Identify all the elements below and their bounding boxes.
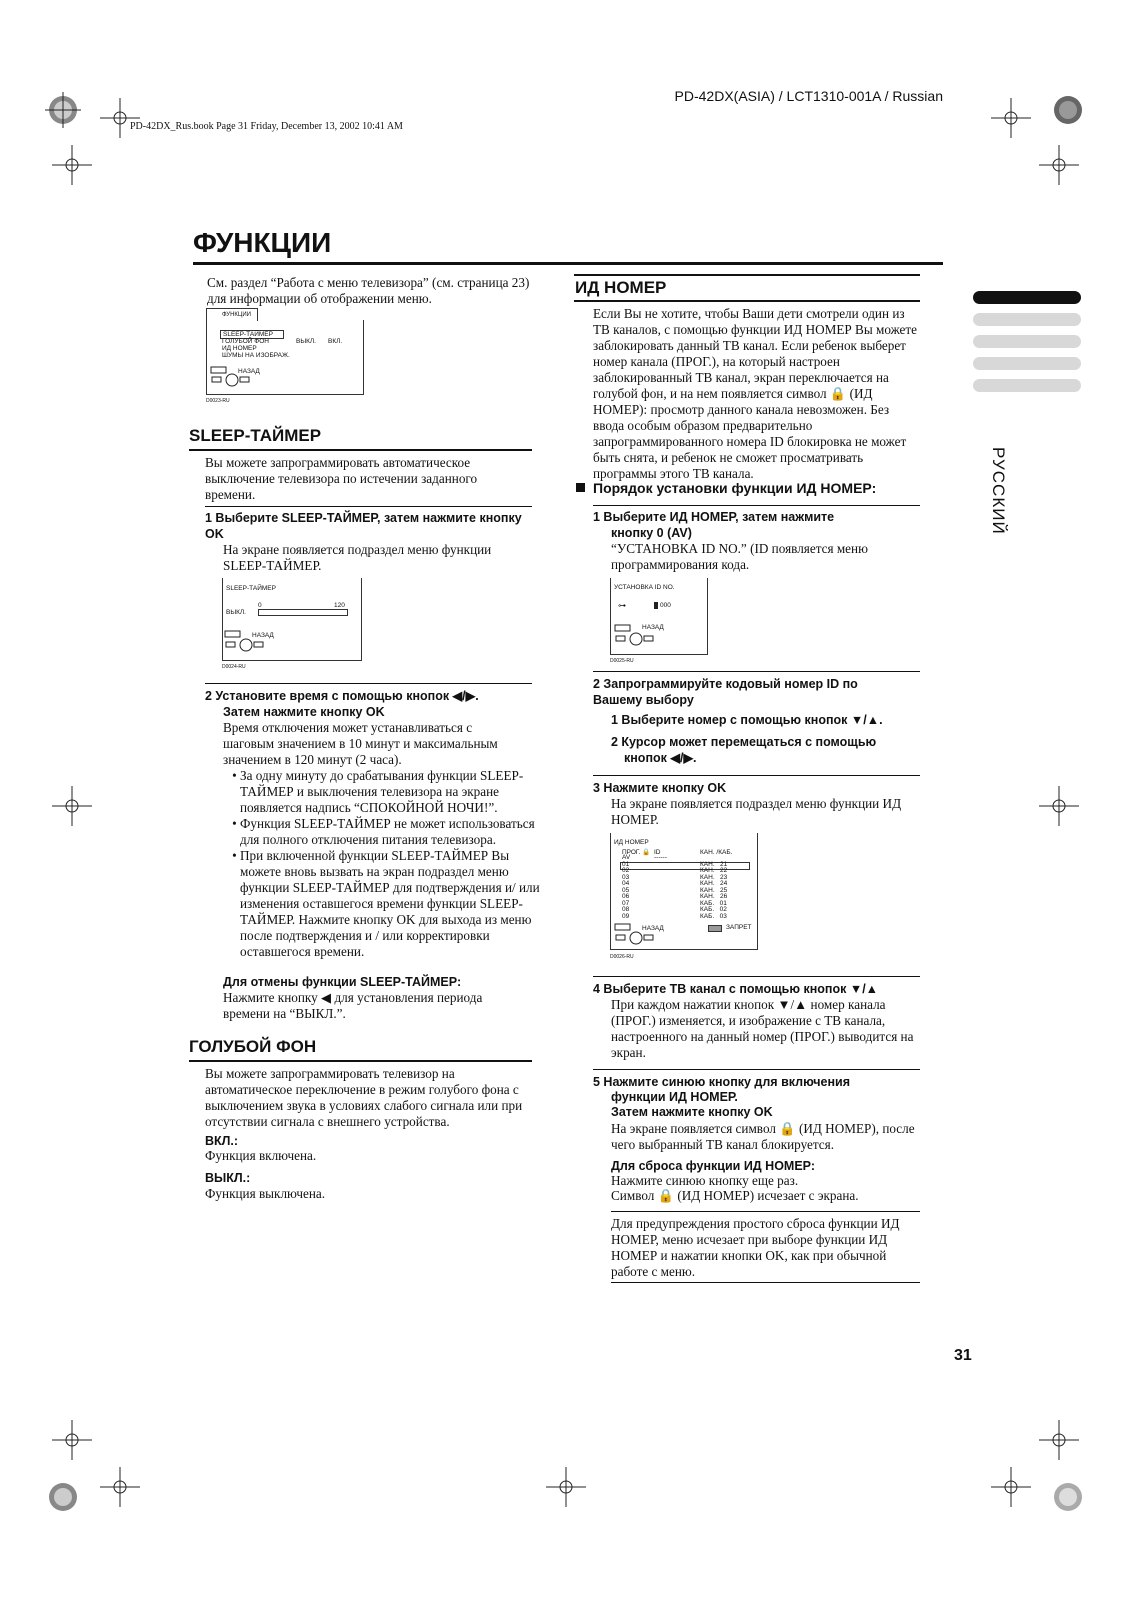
book-info: PD-42DX_Rus.book Page 31 Friday, December 13, 2002 10:41 AM	[130, 121, 403, 132]
table-row: AV ------	[622, 854, 667, 861]
sleep-cancel-text: Нажмите кнопку ◀ для установления периода времени на “ВЫКЛ.”.	[223, 990, 483, 1021]
tab-inactive	[973, 313, 1081, 326]
sleep-step2-text: Время отключения может устанавливаться с шаговым значением в 10 минут и максимальным значением в 120 минут (2 часа).	[223, 720, 498, 767]
side-language-label: РУССКИЙ	[989, 447, 1008, 535]
remote-buttons-icon	[210, 364, 250, 388]
figure-code: D0026-RU	[610, 954, 634, 960]
table-row: 02 КАН. 22	[622, 867, 728, 874]
id-sub-heading: Порядок установки функции ИД НОМЕР:	[593, 480, 877, 496]
id-step5-title-b: функции ИД НОМЕР.	[611, 1090, 738, 1104]
lock-icon: 🔒	[642, 849, 651, 856]
table-row: 07 КАБ. 01	[622, 899, 727, 907]
page-number: 31	[954, 1347, 972, 1364]
blue-button-icon	[708, 925, 722, 932]
menu-back: НАЗАД	[238, 368, 260, 375]
menu-item: ШУМЫ НА ИЗОБРАЖ.	[222, 352, 290, 359]
blue-off-title: ВЫКЛ.:	[205, 1171, 251, 1185]
menu-tab-label: ФУНКЦИИ	[222, 312, 251, 318]
sleep-step2-title-a: 2 Установите время с помощью кнопок ◀/▶.	[205, 689, 479, 703]
menu-on: ВКЛ.	[328, 338, 343, 345]
blue-on-text: Функция включена.	[205, 1148, 317, 1163]
section-rule	[593, 775, 920, 776]
id-step2-sub1: 1 Выберите номер с помощью кнопок ▼/▲.	[611, 713, 883, 727]
page-title: ФУНКЦИИ	[193, 227, 332, 258]
id-step1-title-b: кнопку 0 (AV)	[611, 526, 692, 540]
id-step5-title-a: 5 Нажмите синюю кнопку для включения	[593, 1075, 851, 1089]
col-id: ID	[654, 849, 661, 856]
id-step2-title: 2 Запрограммируйте кодовый номер ID по Вашему выбору	[593, 677, 858, 707]
sleep-slider	[258, 609, 348, 616]
id-step3-title: 3 Нажмите кнопку OK	[593, 781, 727, 795]
id-fig-title: УСТАНОВКА ID NO.	[614, 584, 675, 591]
section-heading-sleep: SLEEP-ТАЙМЕР	[189, 426, 322, 445]
section-rule	[189, 449, 532, 451]
sleep-note: • При включенной функции SLEEP-ТАЙМЕР Вы можете вновь вызвать на экран подраздел меню функции SLEEP-ТАЙМЕР для подтверждения и/ или изменения оставшегося времени функции SLEEP-ТАЙМЕР. Нажмите кнопку OK для выхода из меню после подтверждения и / или корректировки оставшегося времени.	[240, 848, 552, 960]
id-reset-text-1: Нажмите синюю кнопку еще раз.	[611, 1173, 799, 1188]
section-rule	[205, 683, 532, 684]
col-prog: ПРОГ.	[622, 849, 641, 856]
id-list-figure	[610, 833, 760, 963]
menu-off: ВЫКЛ.	[296, 338, 316, 345]
registration-target-icon	[49, 1483, 1082, 1511]
id-list-rows	[622, 855, 750, 920]
section-rule	[611, 1211, 920, 1212]
id-step4-text: При каждом нажатии кнопок ▼/▲ номер канала (ПРОГ.) изменяется, и изображение с ТВ канала, настроенного на данный номер (ПРОГ.) выводится на экран.	[611, 997, 914, 1060]
id-step4-title: 4 Выберите ТВ канал с помощью кнопок ▼/▲	[593, 982, 879, 996]
id-step2-sub2a: 2 Курсор может перемещаться с помощью	[611, 735, 877, 749]
table-row: 04 КАН. 24	[622, 880, 728, 887]
remote-buttons-icon	[614, 921, 654, 947]
square-bullet-icon	[576, 483, 585, 492]
table-row: 06 КАН. 26	[622, 893, 728, 900]
sleep-step2-title-b: Затем нажмите кнопку OK	[223, 705, 385, 719]
figure-code: D0025-RU	[610, 658, 634, 664]
section-rule	[189, 1060, 532, 1062]
sleep-timer-figure	[222, 578, 362, 670]
id-step3-text: На экране появляется подраздел меню функции ИД НОМЕР.	[611, 796, 902, 827]
blue-intro: Вы можете запрограммировать телевизор на автоматическое переключение в режим голубого фона с выключением звука в условиях слабого сигнала или при отсутствии сигнала с внешнего устройства.	[205, 1066, 523, 1129]
blue-on-title: ВКЛ.:	[205, 1134, 239, 1148]
figure-code: D0023-RU	[206, 398, 230, 404]
sleep-step1-text: На экране появляется подраздел меню функции SLEEP-ТАЙМЕР.	[223, 542, 492, 573]
sleep-notes	[222, 768, 552, 960]
id-step5-title-c: Затем нажмите кнопку OK	[611, 1105, 773, 1119]
figure-code: D0024-RU	[222, 664, 246, 670]
table-row: 01 КАН. 21	[622, 860, 728, 868]
tab-inactive	[973, 335, 1081, 348]
section-rule	[611, 1282, 920, 1283]
id-list-back: НАЗАД	[642, 925, 664, 932]
id-list-lock: ЗАПРЕТ	[726, 924, 752, 931]
id-step5-text: На экране появляется символ 🔒 (ИД НОМЕР), после чего выбранный ТВ канал блокируется.	[611, 1121, 915, 1152]
registration-target-icon	[1054, 96, 1082, 124]
sleep-note: • Функция SLEEP-ТАЙМЕР не может использоваться для полного отключения питания телевизора.	[240, 816, 552, 848]
section-rule	[574, 274, 920, 276]
table-row: 03 КАН. 23	[622, 873, 728, 881]
key-icon: ⊶	[618, 601, 626, 610]
blue-off-text: Функция выключена.	[205, 1186, 326, 1201]
sleep-cancel-title: Для отмены функции SLEEP-ТАЙМЕР:	[223, 975, 462, 989]
id-reset-text-2: Символ 🔒 (ИД НОМЕР) исчезает с экрана.	[611, 1188, 859, 1203]
id-step2-sub2b: кнопок ◀/▶.	[624, 751, 697, 765]
section-rule	[593, 505, 920, 506]
id-step1-title-a: 1 Выберите ИД НОМЕР, затем нажмите	[593, 510, 835, 524]
model-header: PD-42DX(ASIA) / LCT1310-001A / Russian	[674, 88, 943, 104]
sleep-note: • За одну минуту до срабатывания функции SLEEP-ТАЙМЕР и выключения телевизора на экране появляется надпись “СПОКОЙНОЙ НОЧИ!”.	[240, 768, 552, 816]
id-fig-value: 000	[654, 602, 671, 609]
section-heading-blue: ГОЛУБОЙ ФОН	[189, 1037, 317, 1056]
intro-text: См. раздел “Работа с меню телевизора” (см. страница 23) для информации об отображении меню.	[207, 275, 530, 306]
sleep-fig-title: SLEEP-ТАЙМЕР	[226, 585, 276, 592]
title-rule	[193, 262, 943, 265]
id-fig-back: НАЗАД	[642, 624, 664, 631]
menu-item: ГОЛУБОЙ ФОН	[222, 338, 269, 345]
section-rule	[205, 506, 532, 507]
remote-buttons-icon	[614, 622, 654, 648]
table-row: 09 КАБ. 03	[622, 912, 727, 920]
id-setup-figure	[610, 578, 710, 666]
section-rule	[574, 300, 920, 302]
sleep-intro: Вы можете запрограммировать автоматическое выключение телевизора по истечении заданного времени.	[205, 455, 478, 502]
sleep-fig-max: 120	[334, 602, 345, 609]
table-row: 08 КАБ. 02	[622, 906, 727, 913]
sleep-fig-min: 0	[258, 602, 262, 609]
section-heading-id: ИД НОМЕР	[575, 278, 667, 297]
col-ch: КАН. /КАБ.	[700, 849, 733, 856]
id-step1-text: “УСТАНОВКА ID NO.” (ID появляется меню программирования кода.	[611, 541, 868, 572]
sleep-fig-back: НАЗАД	[252, 632, 274, 639]
section-rule	[593, 976, 920, 977]
sleep-step1-title: 1 Выберите SLEEP-ТАЙМЕР, затем нажмите кнопку OK	[205, 511, 522, 541]
section-rule	[593, 1069, 920, 1070]
id-reset-title: Для сброса функции ИД НОМЕР:	[611, 1159, 816, 1173]
tab-active	[973, 291, 1081, 304]
tab-inactive	[973, 357, 1081, 370]
id-list-title: ИД НОМЕР	[614, 839, 649, 846]
menu-item: SLEEP-ТАЙМЕР	[220, 330, 284, 339]
table-row: 05 КАН. 25	[622, 886, 728, 894]
remote-buttons-icon	[224, 628, 264, 654]
section-rule	[593, 671, 920, 672]
menu-item: ИД НОМЕР	[222, 345, 257, 352]
sleep-fig-label: ВЫКЛ.	[226, 609, 246, 616]
id-intro: Если Вы не хотите, чтобы Ваши дети смотрели один из ТВ каналов, с помощью функции ИД НОМЕР Вы можете заблокировать данный ТВ канал. Если ребенок выберет номер канала (ПРОГ.), на который настроен заблокированный ТВ канал, экран переключается на голубой фон, и на нем появляется символ 🔒 (ИД НОМЕР): просмотр данного канала невозможен. Без ввода особым образом предварительно запрограммированного номера ID блокировка не может быть снята, и ребенок не сможет просматривать программы этого ТВ канала.	[593, 306, 918, 481]
functions-menu-figure	[206, 308, 366, 408]
id-note: Для предупреждения простого сброса функции ИД НОМЕР, меню исчезает при выборе функции ИД НОМЕР и нажатии кнопки OK, как при обычной работе с меню.	[611, 1216, 900, 1279]
tab-inactive	[973, 379, 1081, 392]
registration-target-icon	[45, 92, 81, 128]
